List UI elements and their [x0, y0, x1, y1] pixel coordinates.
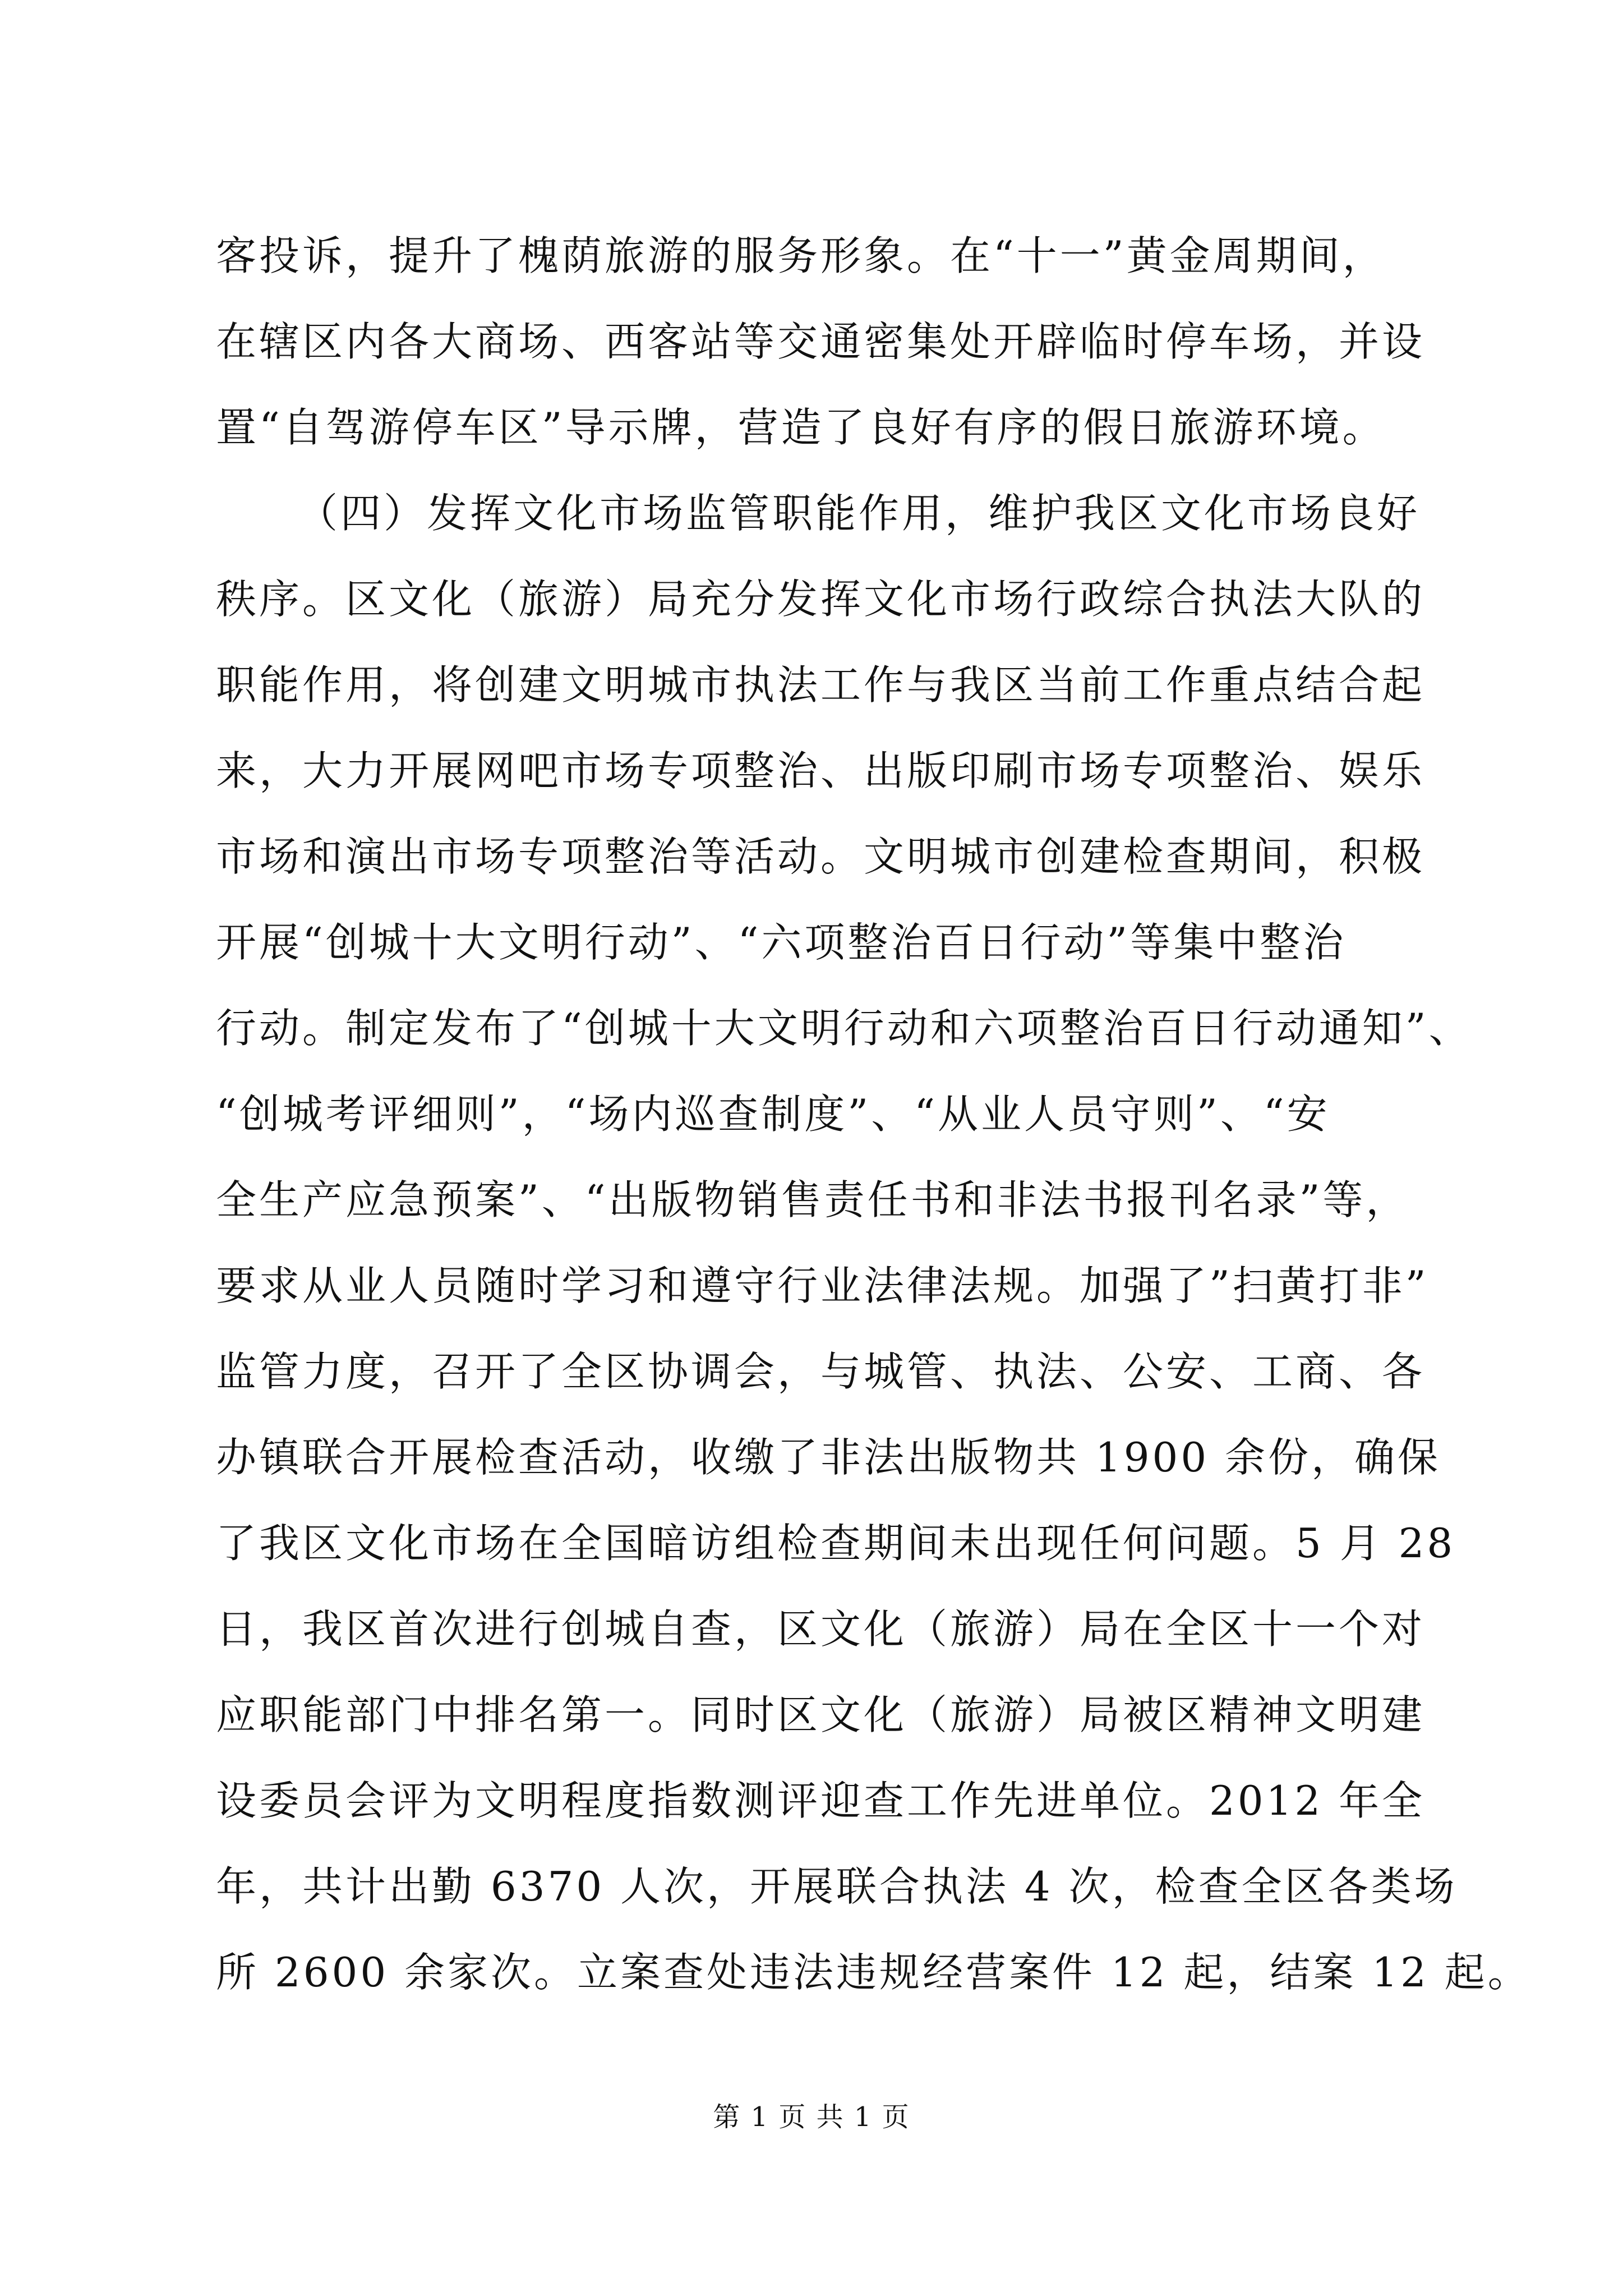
text-line: 来，大力开展网吧市场专项整治、出版印刷市场专项整治、娱乐 — [216, 747, 1426, 794]
text-line: 秩序。区文化（旅游）局充分发挥文化市场行政综合执法大队的 — [216, 576, 1426, 623]
text-line: 行动。制定发布了“创城十大文明行动和六项整治百日行动通知”、 — [216, 1005, 1472, 1052]
text-line: 办镇联合开展检查活动，收缴了非法出版物共 1900 余份，确保 — [216, 1434, 1441, 1481]
text-line: 日，我区首次进行创城自查，区文化（旅游）局在全区十一个对 — [216, 1605, 1426, 1653]
text-line: 所 2600 余家次。立案查处违法违规经营案件 12 起，结案 12 起。 — [216, 1949, 1531, 1996]
text-line: 监管力度，召开了全区协调会，与城管、执法、公安、工商、各 — [216, 1348, 1426, 1395]
text-line: “创城考评细则”，“场内巡查制度”、“从业人员守则”、“安 — [216, 1091, 1330, 1138]
text-line: 全生产应急预案”、“出版物销售责任书和非法书报刊名录”等， — [216, 1176, 1409, 1223]
page-footer: 第 1 页 共 1 页 — [713, 2101, 910, 2133]
section-heading-line: （四）发挥文化市场监管职能作用，维护我区文化市场良好 — [297, 490, 1421, 537]
document-body — [216, 213, 1531, 2016]
text-line: 在辖区内各大商场、西客站等交通密集处开辟临时停车场，并设 — [216, 318, 1426, 365]
text-line: 置“自驾游停车区”导示牌，营造了良好有序的假日旅游环境。 — [216, 404, 1386, 451]
text-line: 客投诉，提升了槐荫旅游的服务形象。在“十一”黄金周期间， — [216, 232, 1386, 279]
text-line: 职能作用，将创建文明城市执法工作与我区当前工作重点结合起 — [216, 661, 1426, 708]
text-line: 开展“创城十大文明行动”、“六项整治百日行动”等集中整治 — [216, 919, 1347, 966]
text-line: 市场和演出市场专项整治等活动。文明城市创建检查期间，积极 — [216, 833, 1426, 880]
text-line: 年，共计出勤 6370 人次，开展联合执法 4 次，检查全区各类场 — [216, 1863, 1458, 1910]
text-line: 设委员会评为文明程度指数测评迎查工作先进单位。2012 年全 — [216, 1777, 1426, 1824]
text-line: 应职能部门中排名第一。同时区文化（旅游）局被区精神文明建 — [216, 1691, 1426, 1738]
text-line: 要求从业人员随时学习和遵守行业法律法规。加强了”扫黄打非” — [216, 1262, 1429, 1309]
text-line: 了我区文化市场在全国暗访组检查期间未出现任何问题。5 月 28 — [216, 1520, 1456, 1567]
